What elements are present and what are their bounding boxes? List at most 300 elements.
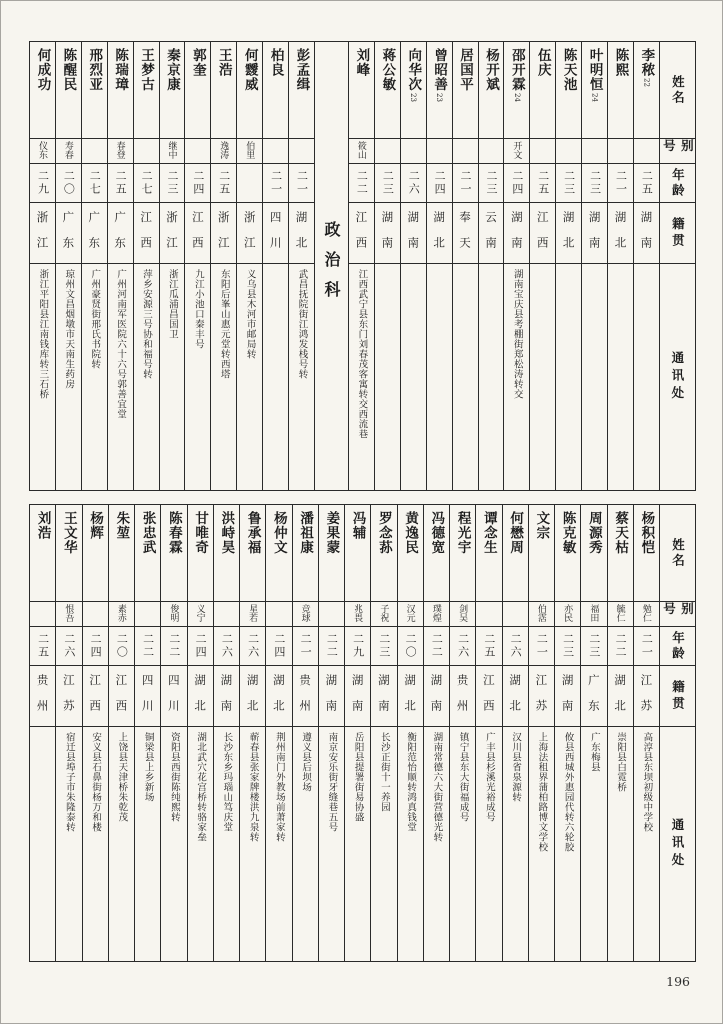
person-alias: 伯里 bbox=[237, 139, 262, 164]
row-header-label: 别号 bbox=[660, 602, 695, 627]
person-name-cell bbox=[634, 42, 659, 139]
person-address: 高淳县东坝初级中学校 bbox=[641, 732, 653, 832]
person-native: 湖北 bbox=[289, 203, 314, 264]
row-header-label: 姓名 bbox=[660, 42, 695, 139]
person-name: 陈春霖 bbox=[165, 511, 182, 555]
person-name: 伍庆 bbox=[534, 48, 551, 77]
person-entry bbox=[607, 42, 633, 490]
person-native: 江苏 bbox=[56, 666, 81, 727]
person-address: 湖南常德六大街营德光转 bbox=[431, 732, 443, 842]
row-header-label: 通讯处 bbox=[669, 350, 685, 404]
person-name-cell bbox=[319, 505, 344, 602]
person-name: 王浩 bbox=[215, 48, 232, 77]
person-entry bbox=[475, 505, 501, 961]
person-name: 蔡天枯 bbox=[612, 511, 629, 555]
person-alias: 剑吴 bbox=[450, 602, 475, 627]
person-native: 江西 bbox=[476, 666, 501, 727]
person-name-cell bbox=[608, 42, 633, 139]
person-name-cell bbox=[427, 42, 452, 139]
person-native: 湖南 bbox=[401, 203, 426, 264]
person-age: 二二 bbox=[135, 627, 160, 666]
person-entry bbox=[423, 505, 449, 961]
person-name: 郭奎 bbox=[189, 48, 206, 77]
person-native: 四川 bbox=[161, 666, 186, 727]
person-address: 广东梅县 bbox=[588, 732, 600, 772]
person-age: 二二 bbox=[319, 627, 344, 666]
person-entry bbox=[426, 42, 452, 490]
person-age: 二九 bbox=[30, 164, 55, 203]
row-header-column bbox=[659, 42, 695, 490]
person-age: 二一 bbox=[529, 627, 554, 666]
person-name-cell bbox=[188, 505, 213, 602]
person-address: 九江小池口秦丰号 bbox=[192, 269, 204, 349]
row-header-label: 别号 bbox=[660, 139, 695, 164]
person-native: 湖南 bbox=[504, 203, 529, 264]
person-name: 居国平 bbox=[457, 48, 474, 92]
person-address: 义乌县木河市邮局转 bbox=[244, 269, 256, 359]
person-name: 柏良 bbox=[267, 48, 284, 77]
person-age: 二六 bbox=[401, 164, 426, 203]
person-address bbox=[608, 264, 633, 490]
person-address: 荆州南门外教场前萧家转 bbox=[273, 732, 285, 842]
person-age: 二五 bbox=[108, 164, 133, 203]
person-address: 上海法租界蒲柏路博文学校 bbox=[536, 732, 548, 852]
person-entry bbox=[318, 505, 344, 961]
person-name-cell bbox=[349, 42, 374, 139]
person-entry bbox=[554, 505, 580, 961]
person-name-cell bbox=[453, 42, 478, 139]
person-address: 湖南宝庆县考棚街郑松涛转交 bbox=[511, 269, 523, 399]
person-name-cell bbox=[266, 505, 291, 602]
person-native: 湖北 bbox=[503, 666, 528, 727]
person-name-cell bbox=[293, 505, 318, 602]
row-header-label: 年龄 bbox=[660, 164, 695, 203]
person-alias: 汉元 bbox=[398, 602, 423, 627]
person-name: 陈天池 bbox=[560, 48, 577, 92]
person-name: 冯辅 bbox=[349, 511, 366, 540]
person-age: 二一 bbox=[634, 627, 659, 666]
person-entry bbox=[159, 42, 185, 490]
person-alias: 义宁 bbox=[188, 602, 213, 627]
person-age: 二一 bbox=[289, 164, 314, 203]
person-entry bbox=[160, 505, 186, 961]
person-name-cell bbox=[555, 505, 580, 602]
person-entry bbox=[502, 505, 528, 961]
person-name-cell bbox=[82, 42, 107, 139]
person-address bbox=[582, 264, 607, 490]
person-alias: 毓仁 bbox=[608, 602, 633, 627]
person-entry bbox=[580, 505, 606, 961]
person-name-cell bbox=[581, 505, 606, 602]
person-age: 二四 bbox=[427, 164, 452, 203]
page-number: 196 bbox=[666, 974, 690, 989]
person-name: 杨积恺 bbox=[638, 511, 655, 555]
person-age: 二五 bbox=[530, 164, 555, 203]
person-name-cell bbox=[398, 505, 423, 602]
person-age: 二三 bbox=[555, 627, 580, 666]
person-address: 安义县石鼻街杨万和楼 bbox=[90, 732, 102, 832]
person-address: 江西武宁县东门刘春茂客寓转交西流巷 bbox=[356, 269, 368, 439]
person-entry bbox=[397, 505, 423, 961]
person-address bbox=[375, 264, 400, 490]
person-name: 王梦古 bbox=[138, 48, 155, 92]
person-address bbox=[634, 264, 659, 490]
person-name-cell bbox=[401, 42, 426, 139]
person-address bbox=[453, 264, 478, 490]
person-age: 二七 bbox=[134, 164, 159, 203]
person-name: 洪峙昊 bbox=[218, 511, 235, 555]
person-name-cell bbox=[530, 42, 555, 139]
person-native: 贵州 bbox=[293, 666, 318, 727]
person-alias: 兆畏 bbox=[345, 602, 370, 627]
person-alias: 继中 bbox=[160, 139, 185, 164]
person-alias: 星若 bbox=[240, 602, 265, 627]
person-alias bbox=[582, 139, 607, 164]
name-note: 24 bbox=[590, 92, 599, 102]
person-name-cell bbox=[240, 505, 265, 602]
person-name-cell bbox=[424, 505, 449, 602]
person-age: 二二 bbox=[608, 627, 633, 666]
name-note: 24 bbox=[512, 92, 521, 102]
person-native: 湖北 bbox=[266, 666, 291, 727]
person-name-cell bbox=[185, 42, 210, 139]
person-age: 二二 bbox=[349, 164, 374, 203]
person-name: 冯德宽 bbox=[428, 511, 445, 555]
person-name-cell bbox=[161, 505, 186, 602]
person-name-cell bbox=[56, 505, 81, 602]
person-name-cell bbox=[556, 42, 581, 139]
person-entry bbox=[288, 42, 314, 490]
person-entry bbox=[134, 505, 160, 961]
row-header-label: 籍贯 bbox=[660, 203, 695, 264]
person-entry bbox=[265, 505, 291, 961]
person-address: 浙江瓜浦昌国卫 bbox=[166, 269, 178, 339]
person-alias bbox=[608, 139, 633, 164]
person-age: 二七 bbox=[82, 164, 107, 203]
person-entry bbox=[374, 42, 400, 490]
person-native: 浙江 bbox=[30, 203, 55, 264]
person-age: 二三 bbox=[160, 164, 185, 203]
person-address: 崇阳县白霓桥 bbox=[615, 732, 627, 792]
person-address: 蕲春县张家牌楼洪九泉转 bbox=[247, 732, 259, 842]
person-entry bbox=[262, 42, 288, 490]
person-age: 二一 bbox=[263, 164, 288, 203]
person-age: 二三 bbox=[581, 627, 606, 666]
person-name-cell bbox=[479, 42, 504, 139]
person-name-cell bbox=[503, 505, 528, 602]
person-address: 衡阳范怡顺转鸿真钱堂 bbox=[405, 732, 417, 832]
person-name-cell bbox=[135, 505, 160, 602]
person-alias: 春登 bbox=[108, 139, 133, 164]
person-native: 湖南 bbox=[214, 666, 239, 727]
person-alias bbox=[83, 602, 108, 627]
person-name-cell bbox=[582, 42, 607, 139]
person-age: 二五 bbox=[211, 164, 236, 203]
person-native: 江西 bbox=[109, 666, 134, 727]
person-address: 浙江平阳县江南钱库转三石桥 bbox=[37, 269, 49, 399]
person-age: 二一 bbox=[293, 627, 318, 666]
person-name: 蒋公敏 bbox=[379, 48, 396, 92]
person-age: 二三 bbox=[556, 164, 581, 203]
person-native: 湖北 bbox=[608, 666, 633, 727]
person-name: 陈熙 bbox=[612, 48, 629, 77]
person-entry bbox=[633, 42, 659, 490]
person-name: 向华次 bbox=[405, 48, 422, 92]
person-native: 湖南 bbox=[634, 203, 659, 264]
person-alias bbox=[375, 139, 400, 164]
person-native: 江西 bbox=[134, 203, 159, 264]
person-native: 江苏 bbox=[634, 666, 659, 727]
person-entry bbox=[528, 505, 554, 961]
person-name-cell bbox=[634, 505, 659, 602]
person-age: 二六 bbox=[240, 627, 265, 666]
person-age: 二一 bbox=[453, 164, 478, 203]
person-alias bbox=[214, 602, 239, 627]
person-age: 二五 bbox=[30, 627, 55, 666]
person-address: 镇宁县东大街福成号 bbox=[457, 732, 469, 822]
person-address: 宿迁县埠子市朱隆泰转 bbox=[63, 732, 75, 832]
person-alias bbox=[135, 602, 160, 627]
person-native: 湖北 bbox=[188, 666, 213, 727]
row-header-label: 姓名 bbox=[660, 505, 695, 602]
person-entry bbox=[449, 505, 475, 961]
person-name-cell bbox=[371, 505, 396, 602]
person-entry bbox=[555, 42, 581, 490]
person-name: 彭孟缉 bbox=[293, 48, 310, 92]
person-alias: 俊明 bbox=[161, 602, 186, 627]
person-address: 攸县西城外惠园代转六轮胶 bbox=[562, 732, 574, 852]
person-native: 广东 bbox=[56, 203, 81, 264]
person-address: 遵义县后坝场 bbox=[300, 732, 312, 792]
person-alias: 伯霑 bbox=[529, 602, 554, 627]
person-alias bbox=[401, 139, 426, 164]
person-age: 二六 bbox=[56, 627, 81, 666]
person-alias: 仪东 bbox=[30, 139, 55, 164]
person-name: 黄逸民 bbox=[402, 511, 419, 555]
person-alias: 亦民 bbox=[555, 602, 580, 627]
person-name: 陈醒民 bbox=[60, 48, 77, 92]
person-name: 张忠武 bbox=[139, 511, 156, 555]
person-entry bbox=[581, 42, 607, 490]
person-alias: 勉仁 bbox=[634, 602, 659, 627]
person-name-cell bbox=[109, 505, 134, 602]
person-entry bbox=[633, 505, 659, 961]
row-header-label: 年龄 bbox=[660, 627, 695, 666]
person-name: 杨仲文 bbox=[270, 511, 287, 555]
roster-table-top bbox=[29, 41, 696, 491]
person-alias bbox=[263, 139, 288, 164]
person-age: 二四 bbox=[185, 164, 210, 203]
person-native: 云南 bbox=[479, 203, 504, 264]
person-alias bbox=[134, 139, 159, 164]
person-age: 二五 bbox=[634, 164, 659, 203]
person-alias: 恨吾 bbox=[56, 602, 81, 627]
person-age: 二四 bbox=[83, 627, 108, 666]
person-address bbox=[479, 264, 504, 490]
person-native: 江西 bbox=[349, 203, 374, 264]
person-name: 周源秀 bbox=[585, 511, 602, 555]
person-alias bbox=[30, 602, 55, 627]
person-native: 湖南 bbox=[424, 666, 449, 727]
person-address: 上饶县天津桥朱乾茂 bbox=[116, 732, 128, 822]
person-age: 二二 bbox=[424, 627, 449, 666]
person-native: 江西 bbox=[83, 666, 108, 727]
person-name: 文宗 bbox=[533, 511, 550, 540]
person-name-cell bbox=[30, 42, 55, 139]
row-header-label: 籍贯 bbox=[660, 666, 695, 727]
person-entry bbox=[452, 42, 478, 490]
person-entry bbox=[236, 42, 262, 490]
person-name: 潘祖康 bbox=[297, 511, 314, 555]
person-age: 二三 bbox=[371, 627, 396, 666]
name-note: 22 bbox=[642, 78, 651, 87]
person-entry bbox=[292, 505, 318, 961]
person-address: 长沙东乡玛瑙山笃庆堂 bbox=[221, 732, 233, 832]
person-native: 贵州 bbox=[450, 666, 475, 727]
person-native: 浙江 bbox=[237, 203, 262, 264]
person-name: 曾昭善 bbox=[431, 48, 448, 92]
person-entry bbox=[607, 505, 633, 961]
person-alias bbox=[503, 602, 528, 627]
person-name: 邢烈亚 bbox=[86, 48, 103, 92]
person-native: 广东 bbox=[82, 203, 107, 264]
person-age: 二〇 bbox=[56, 164, 81, 203]
person-entry bbox=[184, 42, 210, 490]
person-age: 二〇 bbox=[109, 627, 134, 666]
person-age: 二五 bbox=[476, 627, 501, 666]
name-note: 23 bbox=[435, 92, 444, 102]
person-entry bbox=[30, 505, 55, 961]
person-native: 四川 bbox=[263, 203, 288, 264]
person-alias bbox=[453, 139, 478, 164]
roster-table-bottom bbox=[29, 504, 696, 962]
person-name: 陈瑞璋 bbox=[112, 48, 129, 92]
person-alias bbox=[556, 139, 581, 164]
person-entry bbox=[210, 42, 236, 490]
person-native: 浙江 bbox=[211, 203, 236, 264]
person-entry bbox=[55, 42, 81, 490]
person-address: 南京安乐街牙缝巷五号 bbox=[326, 732, 338, 832]
person-name-cell bbox=[83, 505, 108, 602]
person-address bbox=[530, 264, 555, 490]
person-name: 陈克敏 bbox=[559, 511, 576, 555]
person-name: 何靉威 bbox=[241, 48, 258, 92]
person-address: 铜梁县上乡新场 bbox=[142, 732, 154, 802]
person-alias: 竞球 bbox=[293, 602, 318, 627]
person-name: 姜果蒙 bbox=[323, 511, 340, 555]
person-name: 程光宇 bbox=[454, 511, 471, 555]
person-entry bbox=[478, 42, 504, 490]
person-address bbox=[30, 727, 55, 961]
person-entry bbox=[187, 505, 213, 961]
person-address: 萍乡安源三号协和福号转 bbox=[141, 269, 153, 379]
person-name-cell bbox=[30, 505, 55, 602]
person-age: 二六 bbox=[503, 627, 528, 666]
person-address bbox=[556, 264, 581, 490]
person-native: 湖南 bbox=[371, 666, 396, 727]
person-name-cell bbox=[214, 505, 239, 602]
person-name: 刘浩 bbox=[34, 511, 51, 540]
person-name-cell bbox=[211, 42, 236, 139]
person-native: 湖南 bbox=[375, 203, 400, 264]
person-native: 湖北 bbox=[608, 203, 633, 264]
person-name: 刘峰 bbox=[353, 48, 370, 77]
person-name: 何成功 bbox=[34, 48, 51, 92]
person-alias: 开文 bbox=[504, 139, 529, 164]
person-address: 资阳县西街陈纯熙转 bbox=[168, 732, 180, 822]
person-address bbox=[427, 264, 452, 490]
person-age: 二六 bbox=[450, 627, 475, 666]
person-entry bbox=[55, 505, 81, 961]
person-name: 何懋周 bbox=[507, 511, 524, 555]
person-native: 湖北 bbox=[556, 203, 581, 264]
person-native: 湖南 bbox=[582, 203, 607, 264]
person-entry bbox=[107, 42, 133, 490]
person-name-cell bbox=[450, 505, 475, 602]
person-name-cell bbox=[263, 42, 288, 139]
person-name-cell bbox=[529, 505, 554, 602]
person-alias: 子祝 bbox=[371, 602, 396, 627]
person-native: 江西 bbox=[530, 203, 555, 264]
person-native: 湖北 bbox=[427, 203, 452, 264]
person-name: 罗念荪 bbox=[375, 511, 392, 555]
row-header-column bbox=[659, 505, 695, 961]
person-name: 鲁承福 bbox=[244, 511, 261, 555]
person-entry bbox=[529, 42, 555, 490]
person-name-cell bbox=[160, 42, 185, 139]
person-age: 二四 bbox=[504, 164, 529, 203]
person-alias: 筱山 bbox=[349, 139, 374, 164]
person-native: 广东 bbox=[581, 666, 606, 727]
person-name-cell bbox=[108, 42, 133, 139]
person-entry bbox=[133, 42, 159, 490]
person-entry bbox=[213, 505, 239, 961]
person-age: 二三 bbox=[479, 164, 504, 203]
person-name-cell bbox=[345, 505, 370, 602]
person-name-cell bbox=[134, 42, 159, 139]
person-age: 二一 bbox=[608, 164, 633, 203]
person-address: 广丰县杉溪光裕成号 bbox=[483, 732, 495, 822]
person-name: 杨开斌 bbox=[482, 48, 499, 92]
person-native: 湖南 bbox=[319, 666, 344, 727]
person-native: 湖北 bbox=[398, 666, 423, 727]
person-alias bbox=[319, 602, 344, 627]
person-entry bbox=[503, 42, 529, 490]
person-age: 二〇 bbox=[398, 627, 423, 666]
person-address: 武昌抚院街江鸿发栈号转 bbox=[296, 269, 308, 379]
person-native: 江苏 bbox=[529, 666, 554, 727]
person-alias bbox=[82, 139, 107, 164]
person-entry bbox=[108, 505, 134, 961]
person-native: 江西 bbox=[185, 203, 210, 264]
person-native: 湖北 bbox=[240, 666, 265, 727]
person-alias: 素赤 bbox=[109, 602, 134, 627]
person-native: 广东 bbox=[108, 203, 133, 264]
person-address: 岳阳县提署街易协盛 bbox=[352, 732, 364, 822]
person-address bbox=[263, 264, 288, 490]
person-entry bbox=[344, 505, 370, 961]
person-alias: 逸涛 bbox=[211, 139, 236, 164]
person-entry bbox=[348, 42, 374, 490]
person-name: 杨辉 bbox=[87, 511, 104, 540]
person-address: 汉川县省泉源转 bbox=[510, 732, 522, 802]
person-alias bbox=[266, 602, 291, 627]
person-name: 邵开霖 bbox=[508, 48, 525, 92]
person-name-cell bbox=[56, 42, 81, 139]
person-address: 长沙正街十一养园 bbox=[378, 732, 390, 812]
person-name-cell bbox=[375, 42, 400, 139]
person-name: 甘唯奇 bbox=[192, 511, 209, 555]
